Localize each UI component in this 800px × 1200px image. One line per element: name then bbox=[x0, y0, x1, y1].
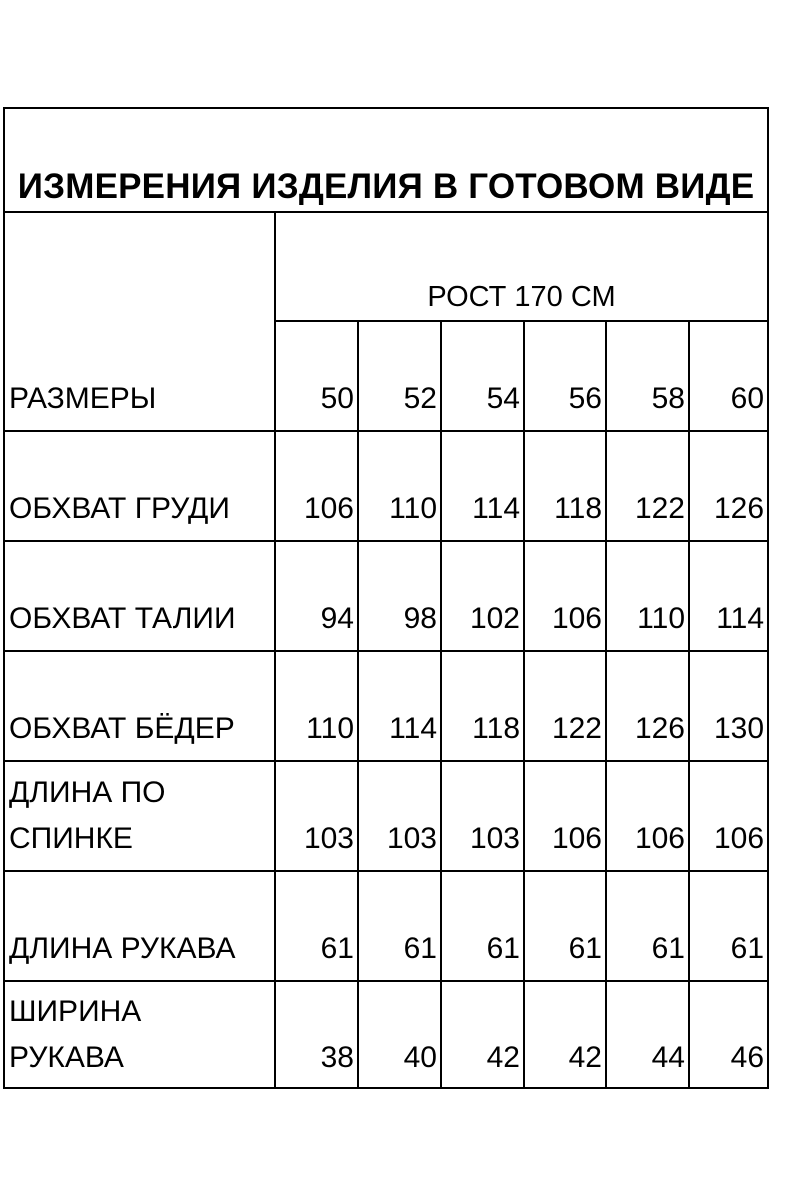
row-label-line: СПИНКЕ bbox=[9, 822, 133, 855]
cell-value: 114 bbox=[358, 651, 441, 761]
table-row bbox=[5, 981, 767, 1089]
cell-value: 103 bbox=[358, 761, 441, 871]
cell-value: 102 bbox=[441, 541, 524, 651]
cell-value: 130 bbox=[689, 651, 767, 761]
cell-value: 61 bbox=[275, 871, 358, 981]
cell-value: 61 bbox=[689, 871, 767, 981]
row-label: ОБХВАТ ГРУДИ bbox=[5, 431, 275, 541]
cell-value: 122 bbox=[606, 431, 689, 541]
size-value: 58 bbox=[606, 321, 689, 431]
cell-value: 40 bbox=[358, 981, 441, 1089]
height-header-row bbox=[5, 211, 767, 321]
table-row bbox=[5, 651, 767, 761]
table-row bbox=[5, 871, 767, 981]
row-label-line: РУКАВА bbox=[9, 1041, 124, 1074]
row-label-line: ДЛИНА ПО bbox=[9, 776, 166, 809]
cell-value: 61 bbox=[441, 871, 524, 981]
cell-value: 103 bbox=[275, 761, 358, 871]
cell-value: 122 bbox=[524, 651, 606, 761]
sizes-label: РАЗМЕРЫ bbox=[5, 211, 275, 431]
table-title: ИЗМЕРЕНИЯ ИЗДЕЛИЯ В ГОТОВОМ ВИДЕ bbox=[17, 167, 755, 206]
cell-value: 98 bbox=[358, 541, 441, 651]
cell-value: 110 bbox=[358, 431, 441, 541]
cell-value: 61 bbox=[606, 871, 689, 981]
title-row bbox=[5, 109, 767, 213]
cell-value: 42 bbox=[524, 981, 606, 1089]
row-label bbox=[5, 981, 275, 1089]
cell-value: 106 bbox=[524, 761, 606, 871]
height-label: РОСТ 170 СМ bbox=[275, 211, 767, 321]
row-label-line: ШИРИНА bbox=[9, 995, 142, 1028]
size-value: 56 bbox=[524, 321, 606, 431]
size-value: 50 bbox=[275, 321, 358, 431]
table-row bbox=[5, 541, 767, 651]
table-row bbox=[5, 431, 767, 541]
cell-value: 114 bbox=[689, 541, 767, 651]
cell-value: 126 bbox=[606, 651, 689, 761]
cell-value: 42 bbox=[441, 981, 524, 1089]
cell-value: 110 bbox=[606, 541, 689, 651]
cell-value: 61 bbox=[524, 871, 606, 981]
table-row bbox=[5, 761, 767, 871]
cell-value: 106 bbox=[275, 431, 358, 541]
measurements-table bbox=[5, 211, 767, 1089]
cell-value: 103 bbox=[441, 761, 524, 871]
cell-value: 118 bbox=[441, 651, 524, 761]
cell-value: 44 bbox=[606, 981, 689, 1089]
cell-value: 46 bbox=[689, 981, 767, 1089]
cell-value: 110 bbox=[275, 651, 358, 761]
cell-value: 94 bbox=[275, 541, 358, 651]
measurements-sheet bbox=[3, 107, 769, 1089]
cell-value: 106 bbox=[606, 761, 689, 871]
row-label bbox=[5, 761, 275, 871]
cell-value: 118 bbox=[524, 431, 606, 541]
cell-value: 106 bbox=[689, 761, 767, 871]
cell-value: 38 bbox=[275, 981, 358, 1089]
row-label: ОБХВАТ ТАЛИИ bbox=[5, 541, 275, 651]
cell-value: 61 bbox=[358, 871, 441, 981]
size-value: 60 bbox=[689, 321, 767, 431]
cell-value: 114 bbox=[441, 431, 524, 541]
size-value: 54 bbox=[441, 321, 524, 431]
size-value: 52 bbox=[358, 321, 441, 431]
cell-value: 106 bbox=[524, 541, 606, 651]
row-label: ДЛИНА РУКАВА bbox=[5, 871, 275, 981]
cell-value: 126 bbox=[689, 431, 767, 541]
row-label: ОБХВАТ БЁДЕР bbox=[5, 651, 275, 761]
